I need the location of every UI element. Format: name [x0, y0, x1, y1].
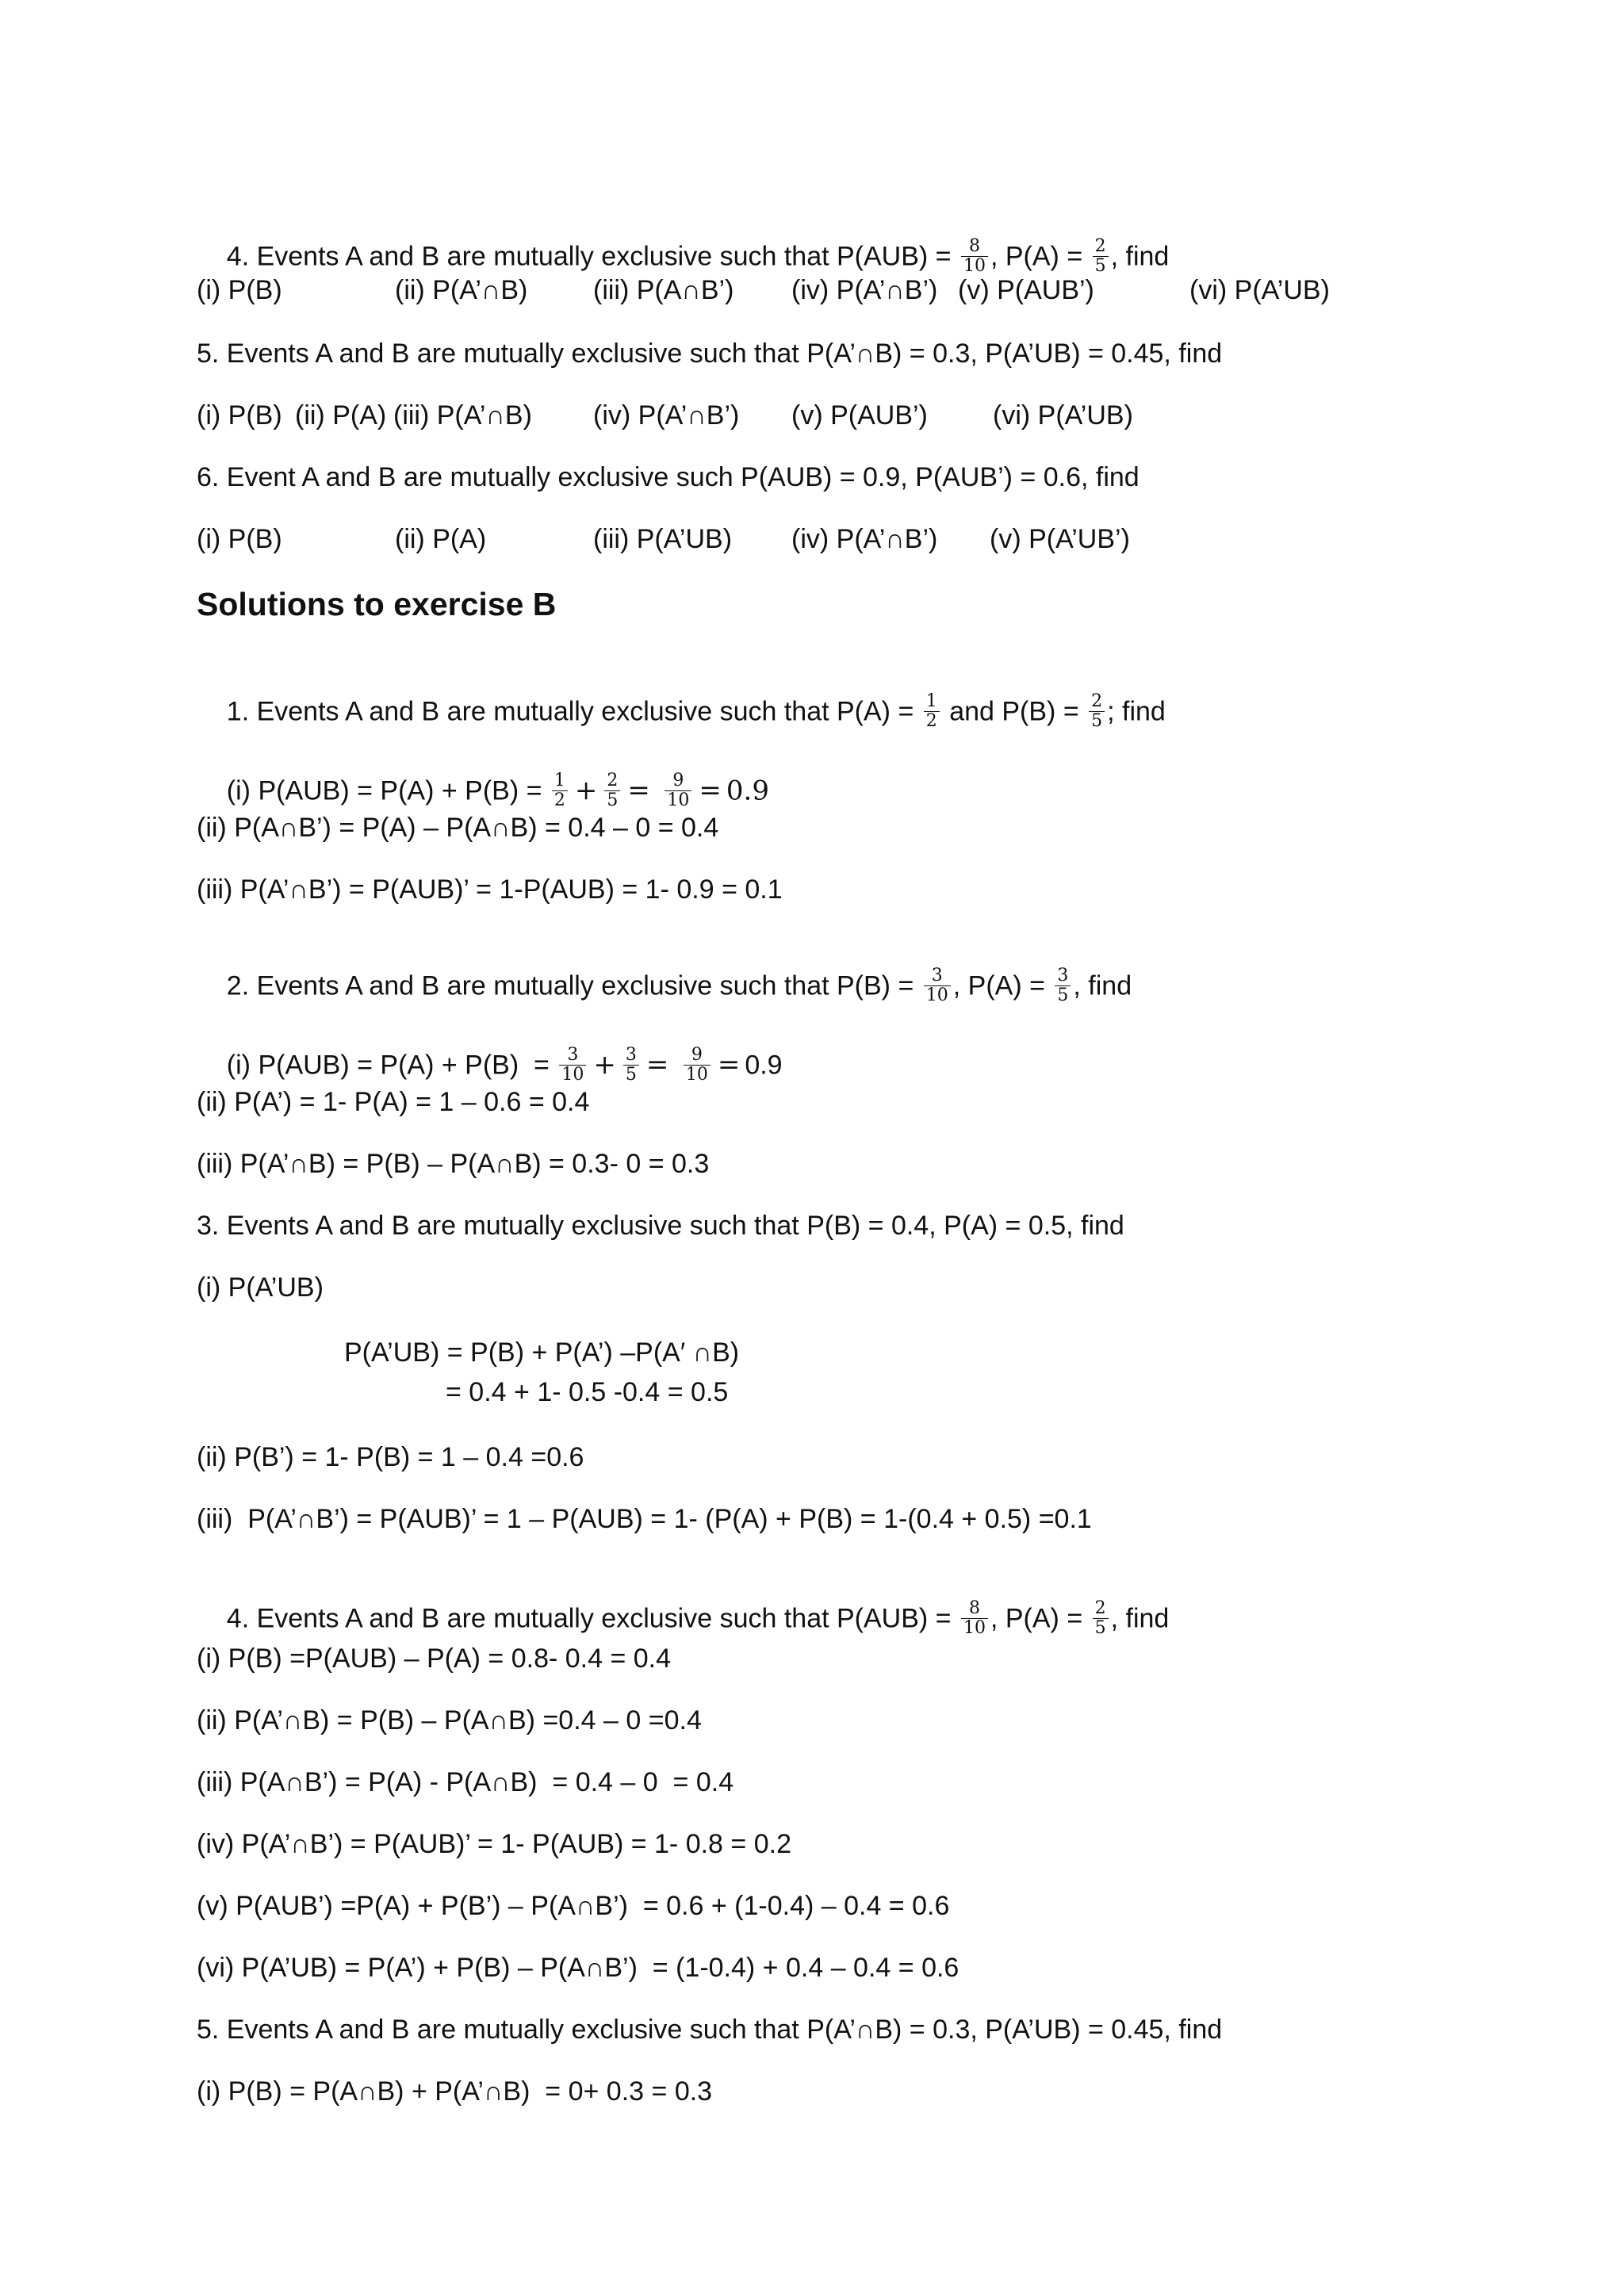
question-5: 5. Events A and B are mutually exclusive such that P(A’∩B) = 0.3, P(A’UB) = 0.45, find [197, 339, 1223, 369]
solution-1-part-iii: (iii) P(A’∩B’) = P(AUB)’ = 1-P(AUB) = 1- 0.9 = 0.1 [197, 874, 783, 905]
question-6-options [197, 523, 1386, 555]
option: (ii) P(A) [295, 400, 387, 430]
solution-3-working-line-1: P(A’UB) = P(B) + P(A’) –P(A′ ∩B) [344, 1337, 740, 1368]
question-4: 4. Events A and B are mutually exclusive such that P(AUB) = $\frac{8}{10}$ , P(A) = $\frac{2}{5}$ , find [226, 236, 1170, 276]
fraction: $\frac{8}{10}$ [961, 1600, 988, 1637]
option: (iv) P(A’∩B’) [791, 524, 938, 554]
fraction: $\frac{2}{5}$ [1093, 238, 1109, 275]
solution-3-working-line-2: = 0.4 + 1- 0.5 -0.4 = 0.5 [446, 1377, 729, 1407]
fraction: $\frac{9}{10}$ [665, 772, 691, 809]
fraction: $\frac{1}{2}$ [552, 772, 568, 809]
solution-1-part-i: (i) P(AUB) = P(A) + P(B) = $\frac{1}{2}$ + $\frac{2}{5}$ = $\frac{9}{10}$ = 0.9 [226, 771, 769, 810]
solution-3-part-iii: (iii) P(A’∩B’) = P(AUB)’ = 1 – P(AUB) = 1- (P(A) + P(B) = 1-(0.4 + 0.5) =0.1 [197, 1504, 1092, 1534]
option: (iii) P(A’∩B) [393, 400, 532, 430]
solution-3-question: 3. Events A and B are mutually exclusive such that P(B) = 0.4, P(A) = 0.5, find [197, 1211, 1124, 1241]
option: (i) P(B) [197, 524, 282, 554]
solution-4-part-i: (i) P(B) =P(AUB) – P(A) = 0.8- 0.4 = 0.4 [197, 1644, 672, 1674]
section-heading: Solutions to exercise B [197, 586, 557, 622]
fraction: $\frac{3}{5}$ [623, 1047, 639, 1084]
solution-4-part-v: (v) P(AUB’) =P(A) + P(B’) – P(A∩B’) = 0.6 + (1-0.4) – 0.4 = 0.6 [197, 1891, 950, 1921]
solution-3-part-ii: (ii) P(B’) = 1- P(B) = 1 – 0.4 =0.6 [197, 1442, 584, 1472]
solution-4-part-iii: (iii) P(A∩B’) = P(A) - P(A∩B) = 0.4 – 0 = 0.4 [197, 1767, 734, 1797]
fraction: $\frac{9}{10}$ [684, 1047, 710, 1084]
fraction: $\frac{2}{5}$ [1089, 693, 1105, 730]
fraction: $\frac{2}{5}$ [1093, 1600, 1109, 1637]
solution-5-question: 5. Events A and B are mutually exclusive such that P(A’∩B) = 0.3, P(A’UB) = 0.45, find [197, 2015, 1223, 2045]
fraction: $\frac{2}{5}$ [604, 772, 620, 809]
question-4-options [197, 274, 1386, 306]
option: (v) P(AUB’) [791, 400, 928, 430]
fraction: $\frac{3}{10}$ [924, 967, 951, 1004]
solution-4-part-vi: (vi) P(A’UB) = P(A’) + P(B) – P(A∩B’) = (1-0.4) + 0.4 – 0.4 = 0.6 [197, 1953, 959, 1983]
solution-2-question: 2. Events A and B are mutually exclusive such that P(B) = $\frac{3}{10}$ , P(A) = $\frac{3}{5}$ , find [226, 966, 1132, 1005]
option: (v) P(AUB’) [958, 275, 1094, 305]
fraction: $\frac{1}{2}$ [924, 693, 940, 730]
option: (iv) P(A’∩B’) [593, 400, 740, 430]
option: (vi) P(A’UB) [1189, 275, 1330, 305]
question-6: 6. Event A and B are mutually exclusive such P(AUB) = 0.9, P(AUB’) = 0.6, find [197, 462, 1139, 492]
option: (v) P(A’UB’) [990, 524, 1130, 554]
option: (ii) P(A’∩B) [395, 275, 528, 305]
option: (i) P(B) [197, 275, 282, 305]
fraction: $\frac{3}{10}$ [559, 1047, 586, 1084]
solution-2-part-i: (i) P(AUB) = P(A) + P(B) = $\frac{3}{10}$ + $\frac{3}{5}$ = $\frac{9}{10}$ = 0.9 [226, 1045, 783, 1085]
solution-1-part-ii: (ii) P(A∩B’) = P(A) – P(A∩B) = 0.4 – 0 = 0.4 [197, 813, 719, 843]
option: (i) P(B) [197, 400, 282, 430]
solution-4-part-ii: (ii) P(A’∩B) = P(B) – P(A∩B) =0.4 – 0 =0.4 [197, 1705, 702, 1735]
option: (ii) P(A) [395, 524, 487, 554]
solution-1-question: 1. Events A and B are mutually exclusive such that P(A) = $\frac{1}{2}$ and P(B) = $\frac{2}{5}$ ; find [226, 691, 1166, 731]
solution-2-part-ii: (ii) P(A’) = 1- P(A) = 1 – 0.6 = 0.4 [197, 1087, 590, 1117]
option: (vi) P(A’UB) [993, 400, 1133, 430]
solution-4-part-iv: (iv) P(A’∩B’) = P(AUB)’ = 1- P(AUB) = 1- 0.8 = 0.2 [197, 1829, 791, 1859]
solution-5-part-i: (i) P(B) = P(A∩B) + P(A’∩B) = 0+ 0.3 = 0.3 [197, 2076, 713, 2107]
solution-2-part-iii: (iii) P(A’∩B) = P(B) – P(A∩B) = 0.3- 0 = 0.3 [197, 1149, 710, 1179]
fraction: $\frac{8}{10}$ [961, 238, 988, 275]
question-5-options [197, 400, 1386, 431]
fraction: $\frac{3}{5}$ [1055, 967, 1071, 1004]
option: (iii) P(A∩B’) [593, 275, 734, 305]
solution-4-question: 4. Events A and B are mutually exclusive such that P(AUB) = $\frac{8}{10}$ , P(A) = $\frac{2}{5}$ , find [226, 1598, 1170, 1638]
option: (iii) P(A’UB) [593, 524, 733, 554]
solution-3-part-i: (i) P(A’UB) [197, 1272, 324, 1303]
option: (iv) P(A’∩B’) [791, 275, 938, 305]
